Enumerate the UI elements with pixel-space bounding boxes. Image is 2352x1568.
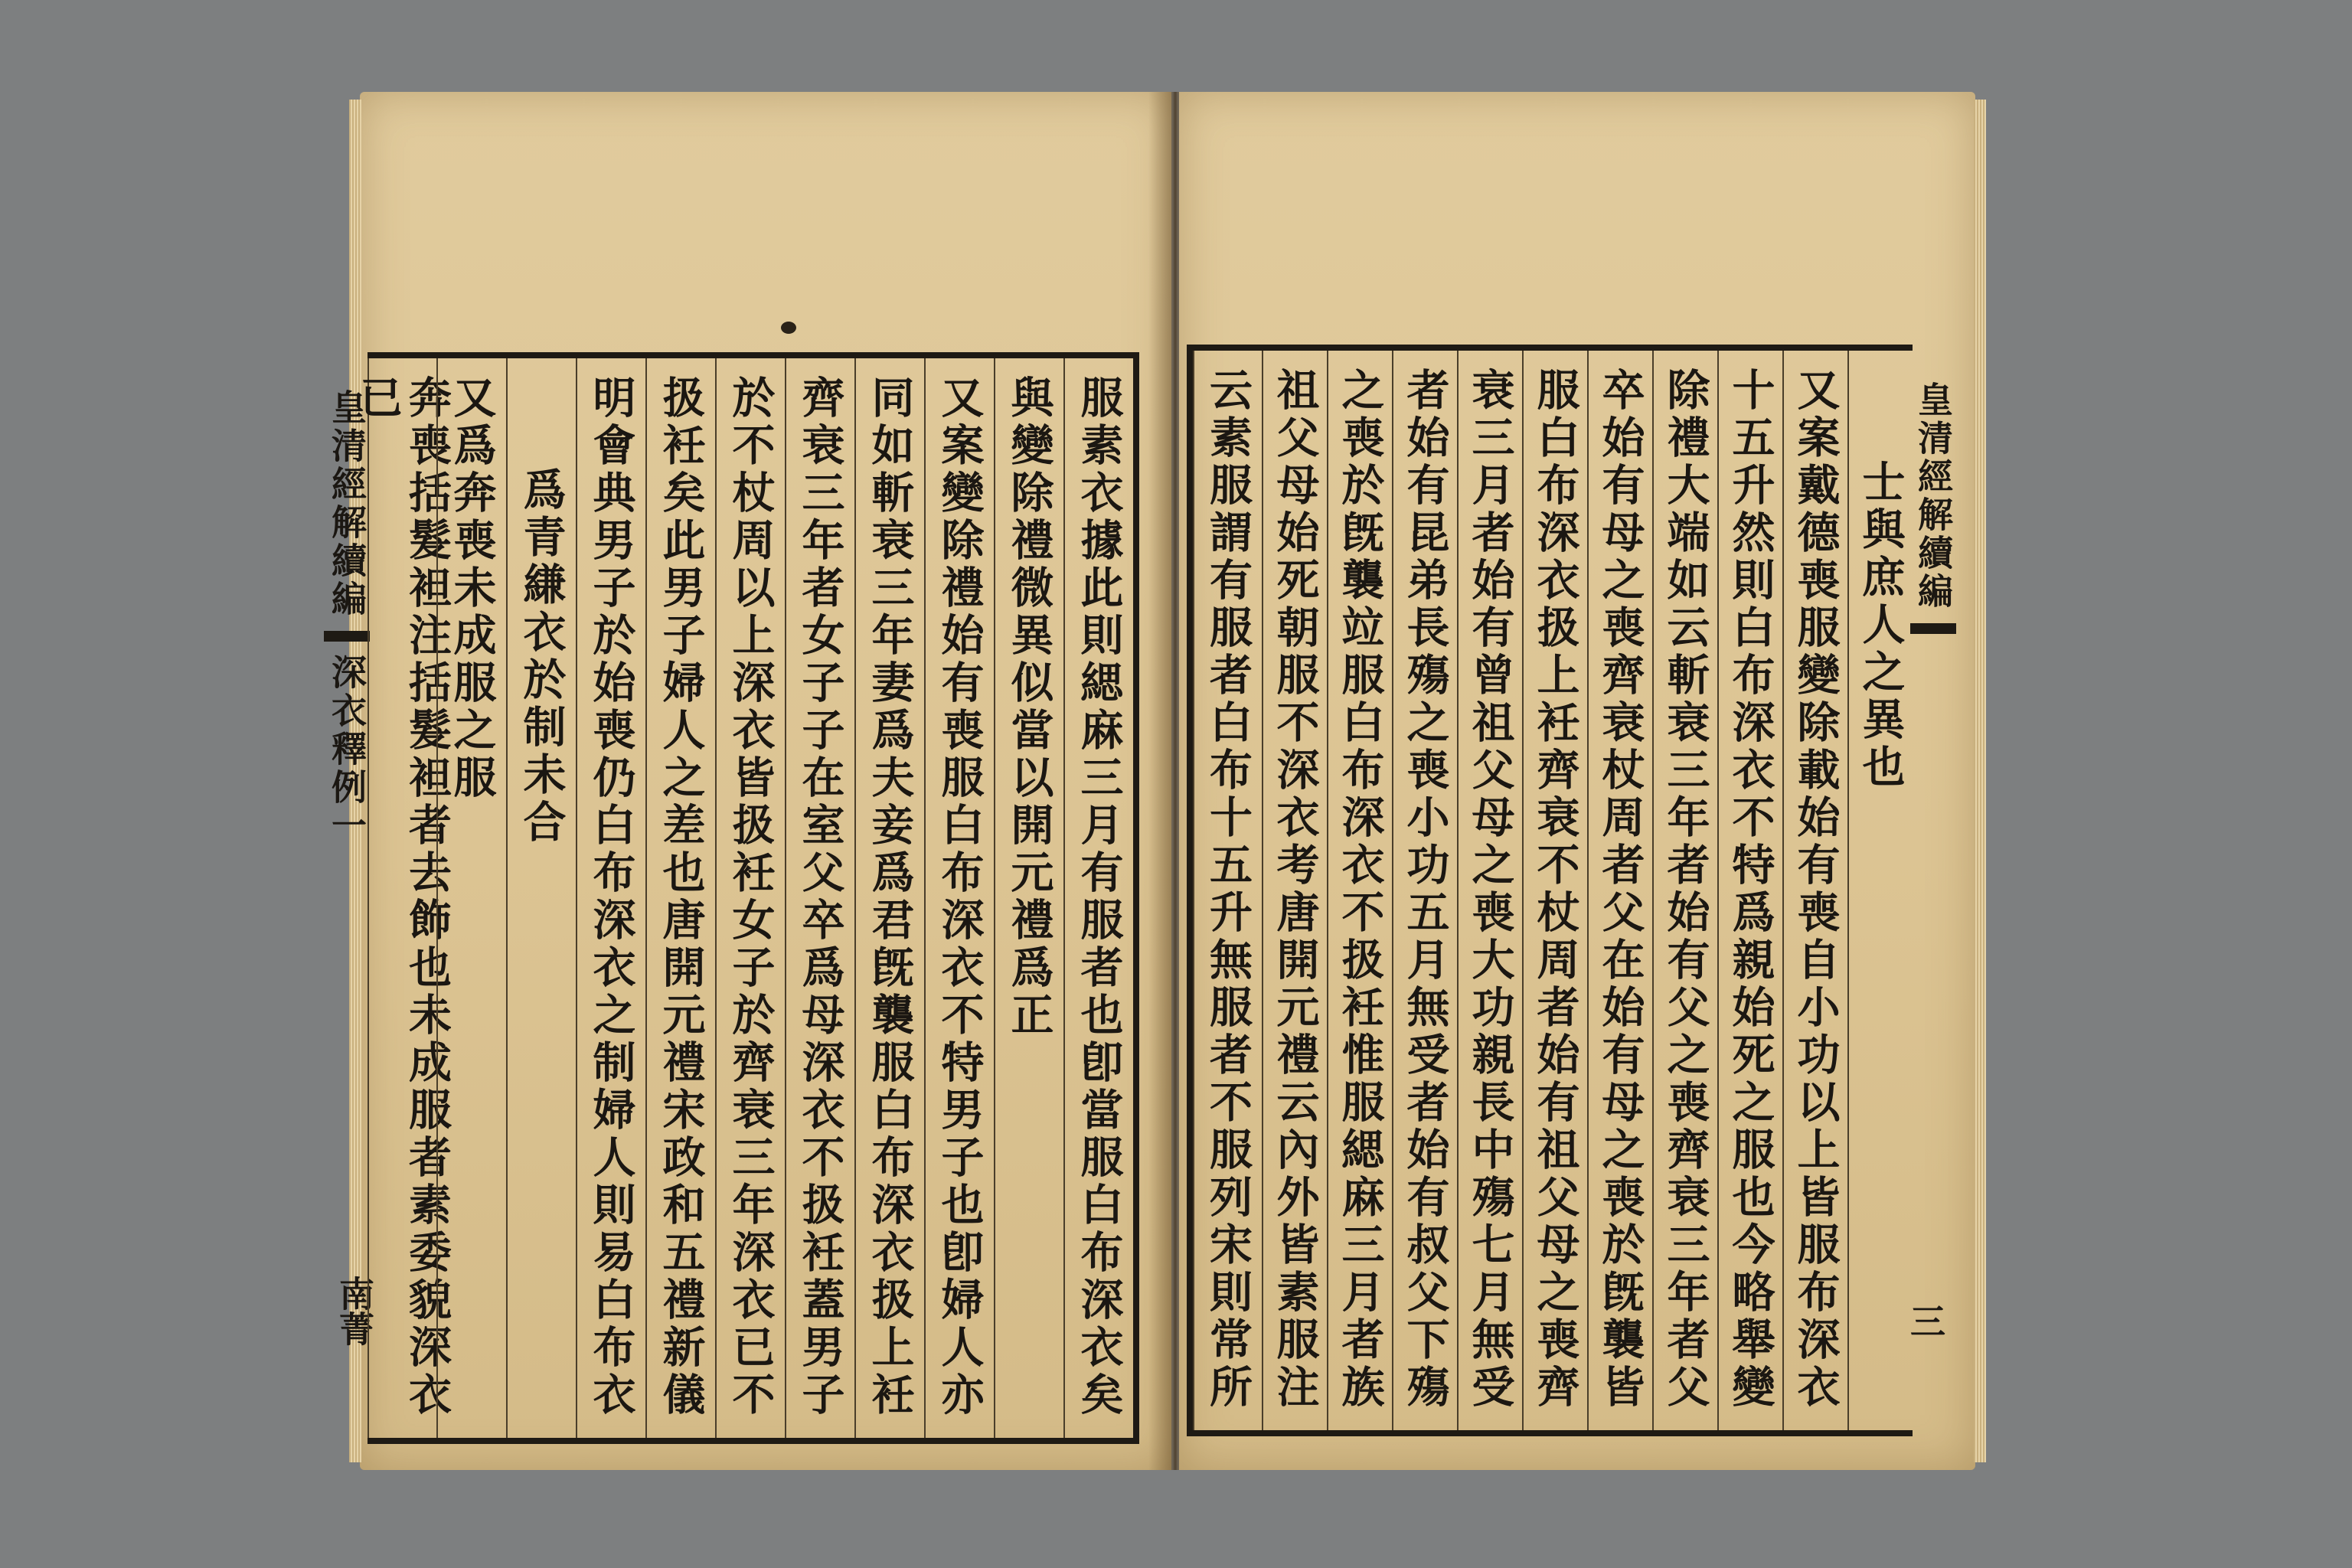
text-column: 卒始有母之喪齊衰杖周者父在始有母之喪於旣襲皆 bbox=[1587, 351, 1652, 1430]
text-column: 又案戴德喪服變除載始有喪自小功以上皆服布深衣 bbox=[1782, 351, 1847, 1430]
text-column: 十五升然則白布深衣不特爲親始死之服也今略舉變 bbox=[1717, 351, 1782, 1430]
left-page bbox=[326, 92, 1171, 1470]
text-column: 服白布深衣扱上衽齊衰不杖周者始有祖父母之喪齊 bbox=[1522, 351, 1587, 1430]
text-column: 又案變除禮始有喪服白布深衣不特男子也卽婦人亦 bbox=[924, 358, 994, 1438]
text-column: 衰三月者始有曾祖父母之喪大功親長中殤七月無受 bbox=[1457, 351, 1522, 1430]
text-column: 又爲奔喪未成服之服 bbox=[436, 358, 506, 1438]
page-edges-right bbox=[1974, 100, 1986, 1462]
text-column: 與變除禮微異似當以開元禮爲正 bbox=[994, 358, 1063, 1438]
banxin-title: 皇清經解續編 bbox=[1913, 381, 1954, 611]
text-column: 祖父母始死朝服不深衣考唐開元禮云內外皆素服注 bbox=[1262, 351, 1327, 1430]
ink-smudge bbox=[781, 322, 796, 334]
text-column: 同如斬衰三年妻爲夫妾爲君旣襲服白布深衣扱上衽 bbox=[854, 358, 924, 1438]
banxin-title: 皇清經解續編 bbox=[326, 389, 368, 619]
text-column: 扱衽矣此男子婦人之差也唐開元禮宋政和五禮新儀 bbox=[645, 358, 715, 1438]
right-text-frame bbox=[1187, 345, 1954, 1436]
text-column: 除禮大端如云斬衰三年者始有父之喪齊衰三年者父 bbox=[1652, 351, 1717, 1430]
text-column: 士與庶人之異也 bbox=[1847, 351, 1913, 1430]
page-number: 三 bbox=[1905, 1303, 1946, 1338]
left-banxin-bottom: 南菁 bbox=[334, 1276, 375, 1346]
text-column: 之喪於旣襲竝服白布深衣不扱衽惟服緦麻三月者族 bbox=[1327, 351, 1392, 1430]
text-column: 明會典男子於始喪仍白布深衣之制婦人則易白布衣 bbox=[576, 358, 645, 1438]
text-column: 於不杖周以上深衣皆扱衽女子於齊衰三年深衣已不 bbox=[715, 358, 785, 1438]
text-column: 齊衰三年者女子子在室父卒爲母深衣不扱衽蓋男子 bbox=[785, 358, 854, 1438]
text-column: 云素服謂有服者白布十五升無服者不服列宋則常所 bbox=[1193, 351, 1262, 1430]
text-column: 爲青縑衣於制未合 bbox=[506, 358, 576, 1438]
text-column: 奔喪括髮袒注括髮袒者去飾也未成服者素委貌深衣已 bbox=[368, 358, 436, 1438]
fishtail-mark bbox=[1910, 623, 1956, 634]
text-column: 者始有昆弟長殤之喪小功五月無受者始有叔父下殤 bbox=[1392, 351, 1457, 1430]
right-banxin bbox=[1906, 351, 1960, 1430]
open-book bbox=[326, 92, 1975, 1470]
text-column: 服素衣據此則緦麻三月有服者也卽當服白布深衣矣 bbox=[1063, 358, 1133, 1438]
right-columns bbox=[1193, 351, 1913, 1430]
banxin-section: 深衣釋例一 bbox=[326, 654, 368, 845]
left-text-frame bbox=[326, 352, 1139, 1444]
